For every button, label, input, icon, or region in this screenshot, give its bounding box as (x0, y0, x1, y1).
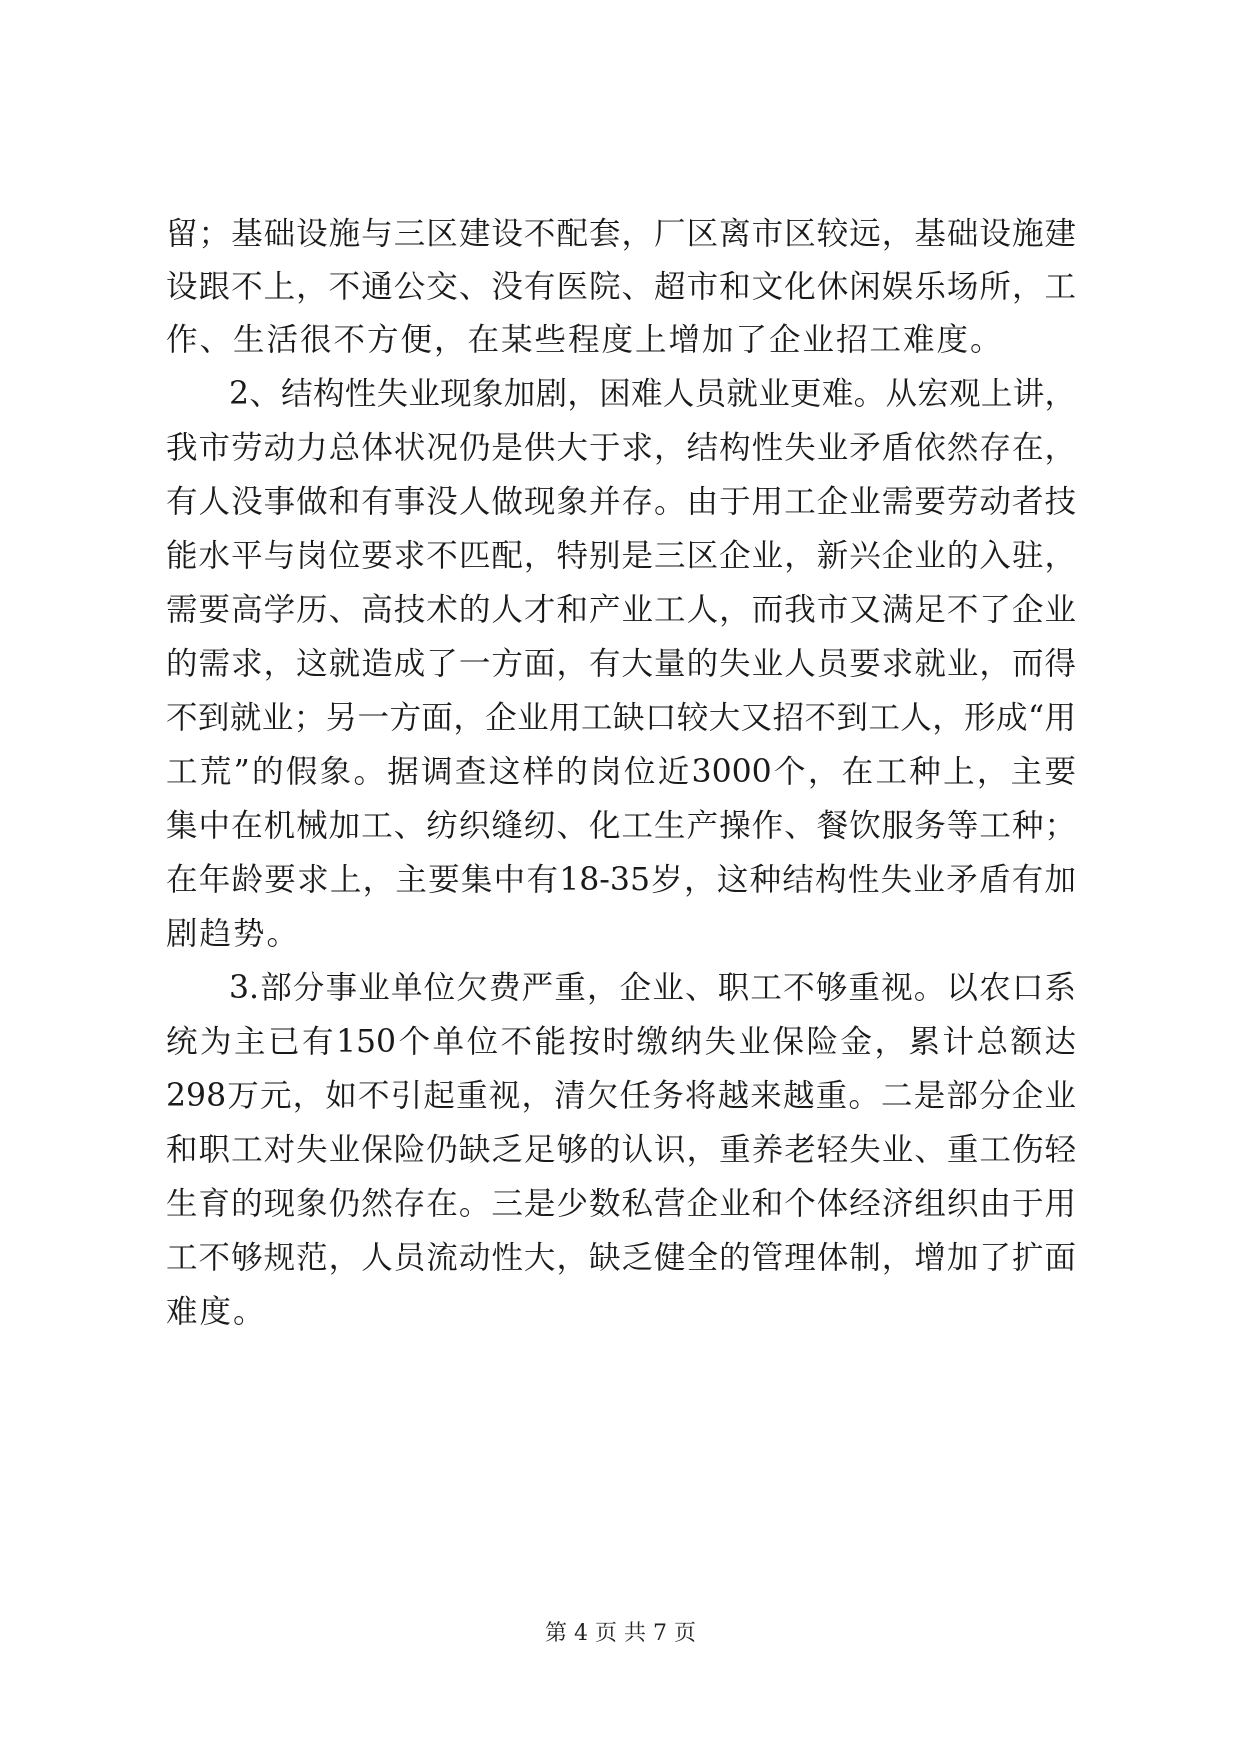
body-text-line: 我市劳动力总体状况仍是供大于求，结构性失业矛盾依然存在， (166, 430, 1076, 466)
body-text-line: 工荒”的假象。据调查这样的岗位近3000个，在工种上，主要 (166, 754, 1076, 790)
body-text-line: 有人没事做和有事没人做现象并存。由于用工企业需要劳动者技 (166, 484, 1076, 520)
body-text-line: 在年龄要求上，主要集中有18-35岁，这种结构性失业矛盾有加 (166, 862, 1076, 898)
body-text-line: 难度。 (166, 1294, 267, 1330)
body-text-line: 留；基础设施与三区建设不配套，厂区离市区较远，基础设施建 (166, 216, 1076, 252)
body-text-line: 统为主已有150个单位不能按时缴纳失业保险金，累计总额达 (166, 1024, 1076, 1060)
body-text-line: 的需求，这就造成了一方面，有大量的失业人员要求就业，而得 (166, 646, 1076, 682)
body-text-line: 作、生活很不方便，在某些程度上增加了企业招工难度。 (166, 322, 1004, 358)
page-number-footer: 第 4 页 共 7 页 (545, 1621, 696, 1646)
body-text-line: 剧趋势。 (166, 916, 301, 952)
body-text-line: 3.部分事业单位欠费严重，企业、职工不够重视。以农口系 (229, 970, 1076, 1006)
body-text-line: 和职工对失业保险仍缺乏足够的认识，重养老轻失业、重工伤轻 (166, 1132, 1076, 1168)
body-text-line: 设跟不上，不通公交、没有医院、超市和文化休闲娱乐场所，工 (166, 269, 1076, 305)
body-text-line: 298万元，如不引起重视，清欠任务将越来越重。二是部分企业 (166, 1078, 1076, 1114)
body-text-line: 集中在机械加工、纺织缝纫、化工生产操作、餐饮服务等工种； (166, 808, 1076, 844)
body-text-line: 需要高学历、高技术的人才和产业工人，而我市又满足不了企业 (166, 592, 1076, 628)
body-text-line: 2、结构性失业现象加剧，困难人员就业更难。从宏观上讲， (229, 376, 1076, 412)
body-text-line: 生育的现象仍然存在。三是少数私营企业和个体经济组织由于用 (166, 1186, 1076, 1222)
body-text-line: 不到就业；另一方面，企业用工缺口较大又招不到工人，形成“用 (166, 700, 1076, 736)
body-text-line: 能水平与岗位要求不匹配，特别是三区企业，新兴企业的入驻， (166, 538, 1076, 574)
body-text-line: 工不够规范，人员流动性大，缺乏健全的管理体制，增加了扩面 (166, 1240, 1076, 1276)
